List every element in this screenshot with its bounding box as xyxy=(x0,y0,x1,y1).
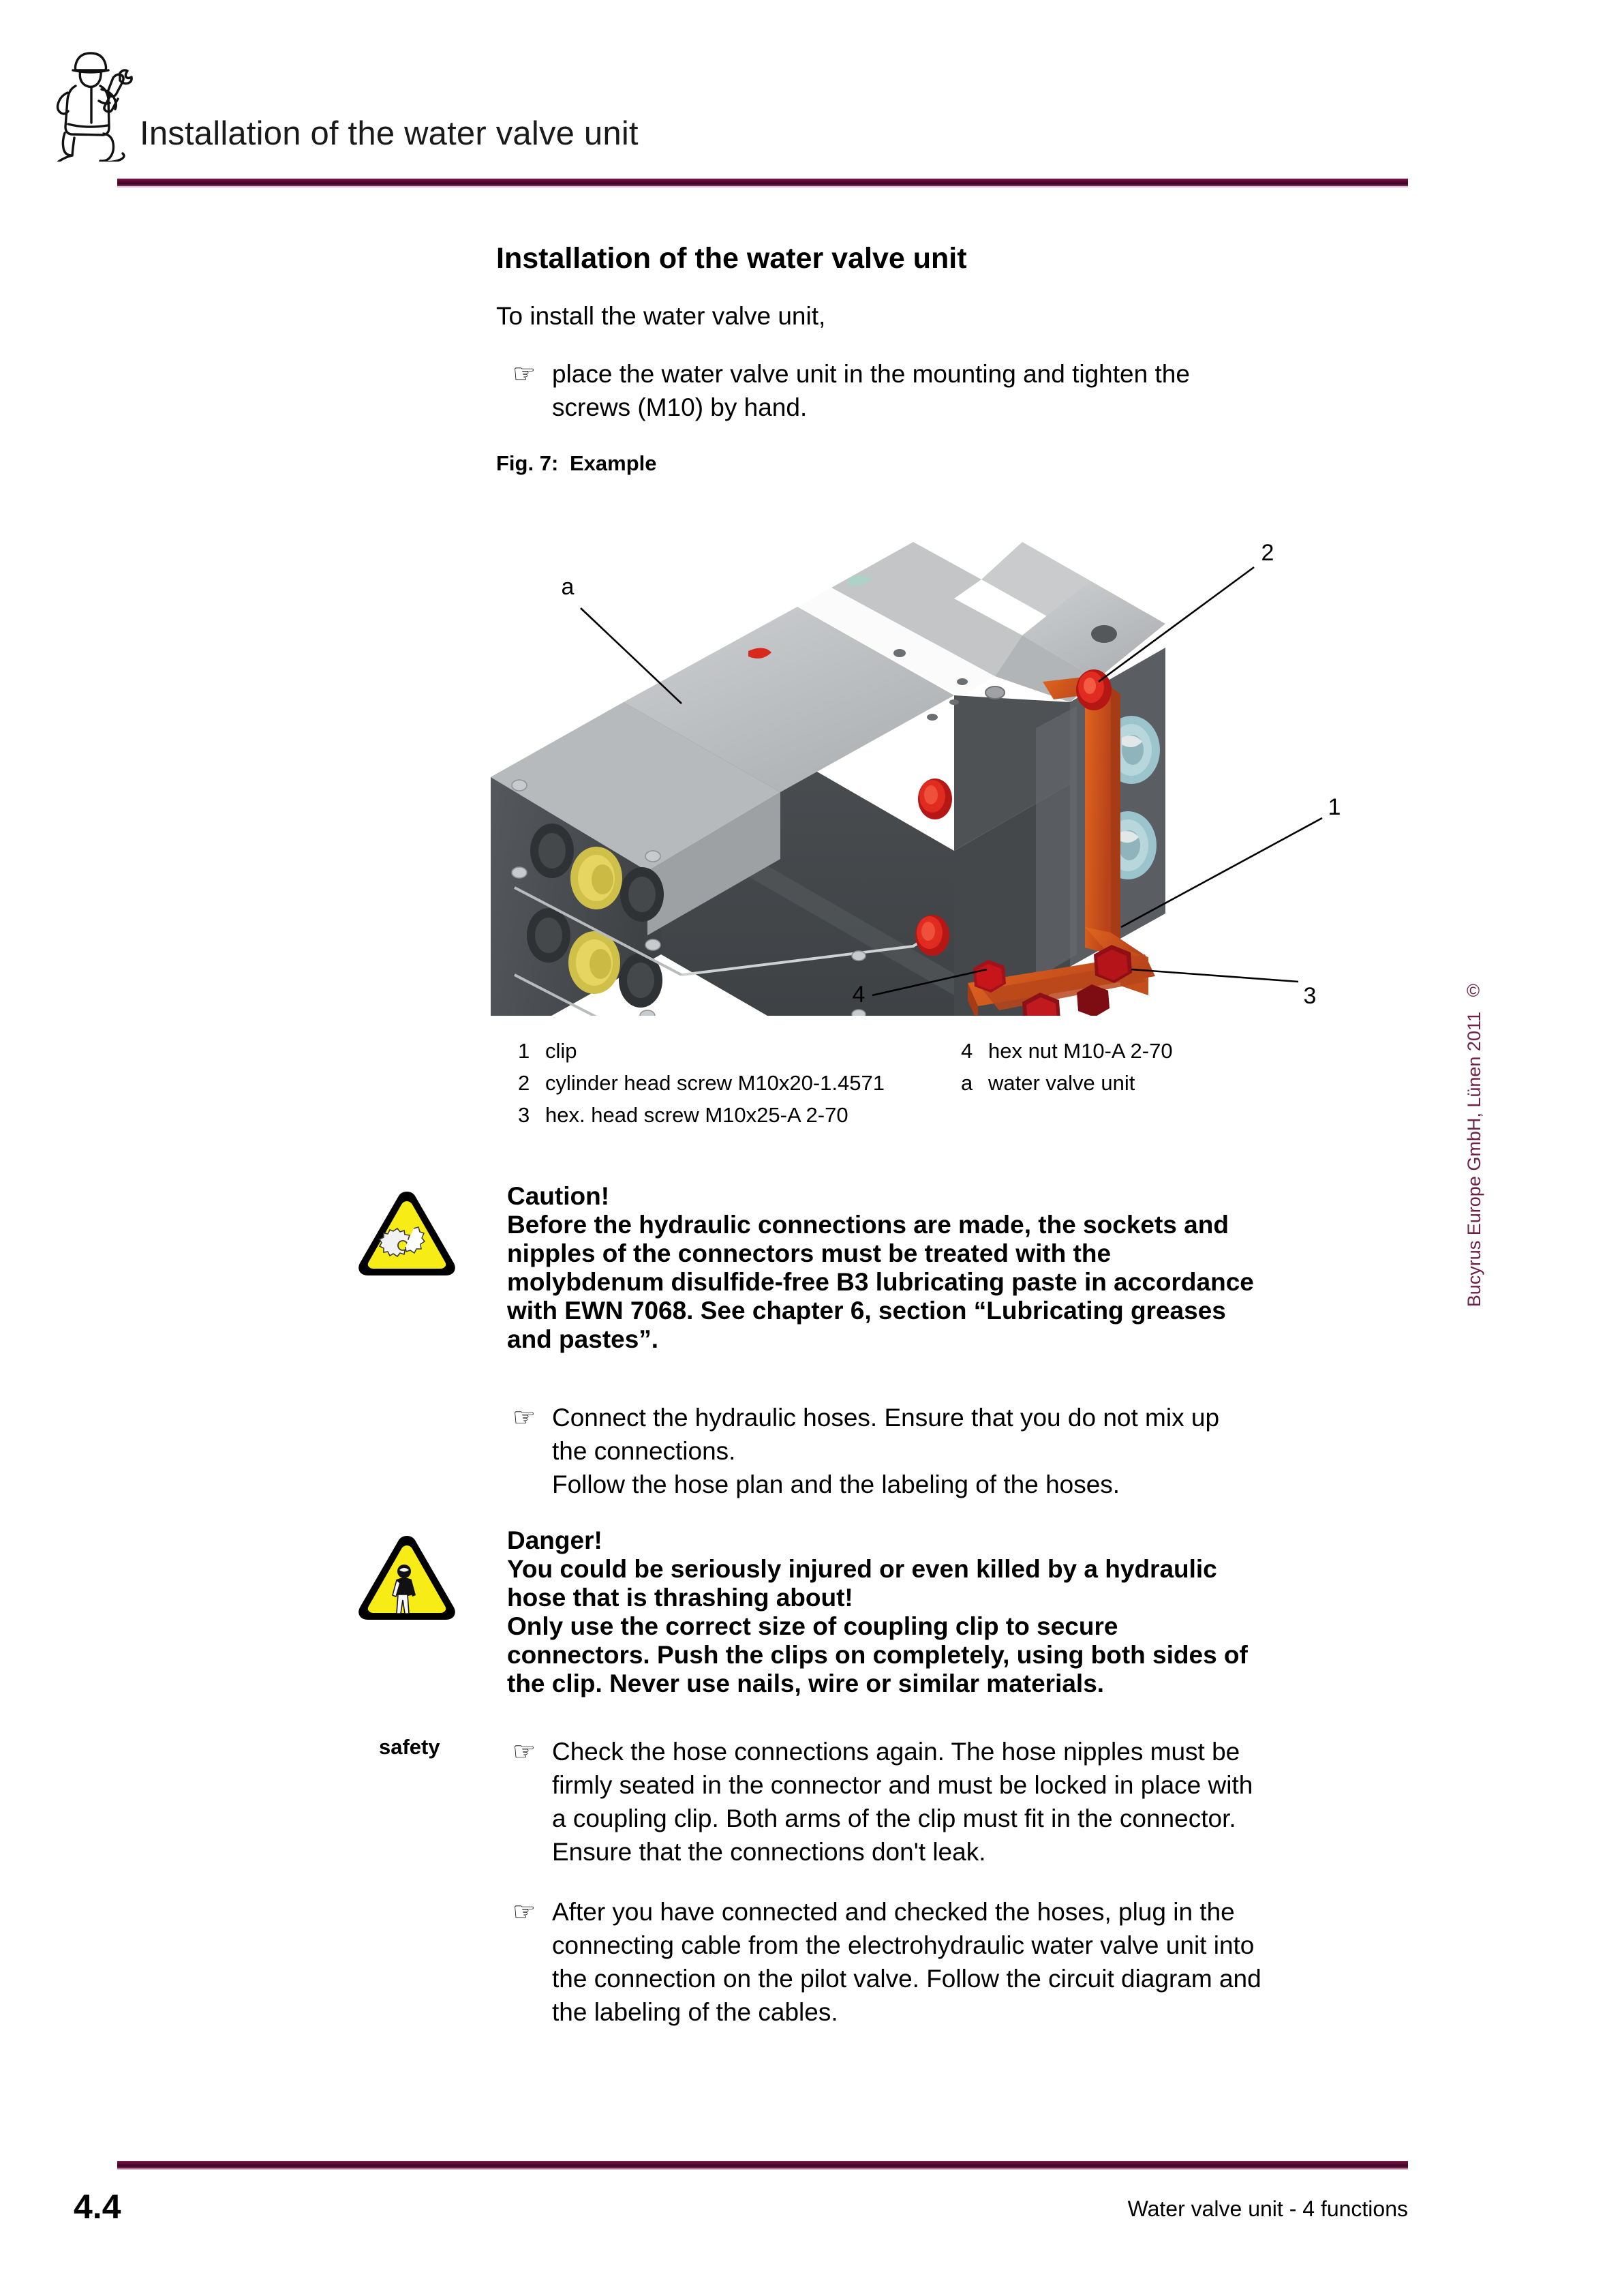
legend-item xyxy=(518,1067,954,1099)
side-copyright xyxy=(1460,982,1501,1336)
step-3-line-2: firmly seated in the connector and must be locked in place with xyxy=(552,1771,1253,1799)
header-rule xyxy=(117,179,1408,186)
step-3-line-1: Check the hose connections again. The hose nipples must be xyxy=(552,1738,1240,1766)
instruction-step-4-text xyxy=(552,1895,1392,2029)
instruction-step-1-text xyxy=(552,357,1351,424)
step-4-line-2: connecting cable from the electrohydraulic water valve unit into xyxy=(552,1931,1255,1959)
legend-item xyxy=(518,1035,954,1067)
header-title: Installation of the water valve unit xyxy=(140,115,639,152)
copyright-text: Bucyrus Europe GmbH, Lünen 2011 xyxy=(1464,1012,1484,1308)
warning-triangle-person-icon xyxy=(356,1530,458,1622)
legend-key: 1 xyxy=(518,1039,530,1063)
caution-line-2: nipples of the connectors must be treated with the xyxy=(507,1239,1112,1267)
figure-caption xyxy=(496,451,657,476)
danger-line-5: the clip. Never use nails, wire or similar materials. xyxy=(507,1670,1105,1697)
caution-line-1: Before the hydraulic connections are made, the sockets and xyxy=(507,1211,1229,1239)
figure-caption-text: Example xyxy=(570,451,657,475)
legend-key: 2 xyxy=(518,1071,530,1095)
legend-key: 3 xyxy=(518,1103,530,1127)
caution-line-5: and pastes”. xyxy=(507,1325,659,1353)
svg-text:3: 3 xyxy=(1303,983,1317,1009)
instruction-step-1 xyxy=(512,357,1351,424)
worker-with-wrench-icon xyxy=(33,35,149,162)
intro-text: To install the water valve unit, xyxy=(496,302,826,330)
danger-line-1: You could be seriously injured or even killed by a hydraulic xyxy=(507,1555,1217,1583)
caution-line-4: with EWN 7068. See chapter 6, section “Lubricating greases xyxy=(507,1297,1226,1325)
instruction-step-3-text xyxy=(552,1735,1378,1869)
caution-title: Caution! xyxy=(507,1182,610,1210)
legend-column-right xyxy=(961,1035,1343,1099)
danger-line-3: Only use the correct size of coupling clip to secure xyxy=(507,1612,1118,1640)
legend-item xyxy=(961,1035,1343,1067)
step-2-line-3: Follow the hose plan and the labeling of the hoses. xyxy=(552,1470,1120,1498)
legend-label: hex nut M10-A 2-70 xyxy=(988,1039,1173,1063)
step-3-line-4: Ensure that the connections don't leak. xyxy=(552,1838,986,1866)
legend-key: 4 xyxy=(961,1039,973,1063)
step-3-line-3: a coupling clip. Both arms of the clip must fit in the connector. xyxy=(552,1804,1236,1832)
step-2-line-2: the connections. xyxy=(552,1437,736,1465)
instruction-step-2 xyxy=(512,1401,1364,1501)
instruction-step-4 xyxy=(512,1895,1392,2029)
step-2-line-1: Connect the hydraulic hoses. Ensure that you do not mix up xyxy=(552,1404,1220,1432)
pointing-hand-icon: ☞ xyxy=(512,1738,536,1766)
svg-text:4: 4 xyxy=(852,982,866,1008)
step-1-line-1: place the water valve unit in the mounting and tighten the xyxy=(552,360,1190,388)
danger-line-4: connectors. Push the clips on completely, using both sides of xyxy=(507,1641,1248,1669)
legend-item xyxy=(518,1099,954,1131)
copyright-symbol: © xyxy=(1467,980,1480,1001)
caution-text xyxy=(507,1182,1475,1354)
page-number: 4.4 xyxy=(74,2188,121,2226)
step-4-line-3: the connection on the pilot valve. Follow the circuit diagram and xyxy=(552,1965,1261,1993)
footer-rule xyxy=(117,2161,1408,2169)
page-title: Installation of the water valve unit xyxy=(496,242,967,275)
instruction-step-2-text xyxy=(552,1401,1364,1501)
legend-label: water valve unit xyxy=(988,1071,1135,1095)
step-4-line-1: After you have connected and checked the hoses, plug in the xyxy=(552,1898,1235,1926)
legend-label: clip xyxy=(545,1039,577,1063)
step-1-line-2: screws (M10) by hand. xyxy=(552,393,808,421)
warning-triangle-gear-icon xyxy=(356,1186,458,1278)
margin-note-safety: safety xyxy=(379,1735,440,1759)
water-valve-unit-illustration xyxy=(477,477,1349,1016)
pointing-hand-icon: ☞ xyxy=(512,360,536,389)
pointing-hand-icon: ☞ xyxy=(512,1898,536,1927)
legend-label: hex. head screw M10x25-A 2-70 xyxy=(545,1103,848,1127)
danger-text xyxy=(507,1526,1475,1698)
svg-text:1: 1 xyxy=(1328,794,1341,820)
svg-text:a: a xyxy=(561,574,575,600)
legend-key: a xyxy=(961,1071,973,1095)
page-header xyxy=(0,0,1622,198)
instruction-step-3 xyxy=(512,1735,1378,1869)
legend-column-left xyxy=(518,1035,954,1131)
figure-number: Fig. 7: xyxy=(496,451,559,475)
legend-label: cylinder head screw M10x20-1.4571 xyxy=(545,1071,885,1095)
danger-title: Danger! xyxy=(507,1526,602,1554)
pointing-hand-icon: ☞ xyxy=(512,1404,536,1432)
danger-line-2: hose that is thrashing about! xyxy=(507,1584,853,1612)
legend-item xyxy=(961,1067,1343,1099)
step-4-line-4: the labeling of the cables. xyxy=(552,1998,838,2026)
caution-line-3: molybdenum disulfide-free B3 lubricating paste in accordance xyxy=(507,1268,1254,1296)
footer-text: Water valve unit - 4 functions xyxy=(1127,2196,1408,2221)
svg-text:2: 2 xyxy=(1261,540,1274,566)
